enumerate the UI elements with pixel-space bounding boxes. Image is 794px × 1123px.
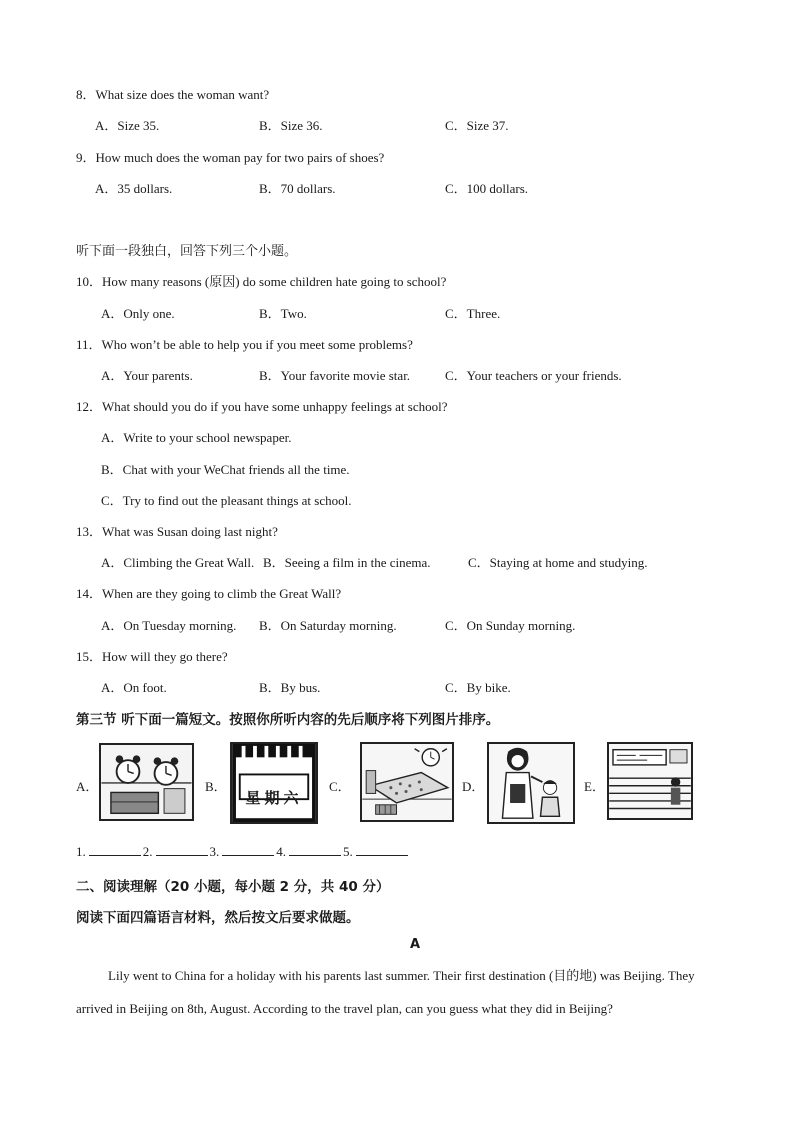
q15-option-b: B．By bus. xyxy=(259,680,321,695)
answer-label-1: 1. xyxy=(76,844,86,859)
answer-label-4: 4. xyxy=(276,844,286,859)
q13-option-b: B．Seeing a film in the cinema. xyxy=(263,555,431,570)
q8-option-a: A．Size 35. xyxy=(95,118,160,133)
part-2-title: 二、阅读理解（20 小题，每小题 2 分，共 40 分） xyxy=(76,879,390,895)
question-14: 14．When are they going to climb the Great Wall? xyxy=(76,586,342,601)
q12-option-c: C．Try to find out the pleasant things at school. xyxy=(101,493,352,508)
classroom-icon xyxy=(607,742,693,820)
q9-option-b: B．70 dollars. xyxy=(259,181,336,196)
question-13: 13．What was Susan doing last night? xyxy=(76,524,278,539)
section-3-title: 第三节 听下面一篇短文。按照你所听内容的先后顺序将下列图片排序。 xyxy=(76,712,500,728)
q13-option-a: A．Climbing the Great Wall. xyxy=(101,555,255,570)
picture-a-label: A． xyxy=(76,779,99,794)
q14-option-b: B．On Saturday morning. xyxy=(259,618,397,633)
q15-option-c: C．By bike. xyxy=(445,680,511,695)
q12-option-a: A．Write to your school newspaper. xyxy=(101,430,292,445)
question-12: 12．What should you do if you have some unhappy feelings at school? xyxy=(76,399,448,414)
q11-option-b: B．Your favorite movie star. xyxy=(259,368,411,383)
picture-d-label: D． xyxy=(462,779,485,794)
answer-blank-5[interactable] xyxy=(356,844,408,856)
answer-blank-4[interactable] xyxy=(289,844,341,856)
q9-option-c: C．100 dollars. xyxy=(445,181,529,196)
passage-a-heading: A xyxy=(410,937,421,952)
q8-option-c: C．Size 37. xyxy=(445,118,509,133)
q13-option-c: C．Staying at home and studying. xyxy=(468,555,648,570)
q11-option-a: A．Your parents. xyxy=(101,368,193,383)
picture-c-label: C． xyxy=(329,779,351,794)
picture-e-label: E． xyxy=(584,779,605,794)
answer-blank-2[interactable] xyxy=(156,844,208,856)
part-2-instruction: 阅读下面四篇语言材料，然后按文后要求做题。 xyxy=(76,910,360,926)
q10-option-b: B．Two. xyxy=(259,306,307,321)
question-10: 10．How many reasons (原因) do some children hate going to school? xyxy=(76,274,447,289)
question-8: 8．What size does the woman want? xyxy=(76,87,270,102)
answer-blanks-row xyxy=(76,844,410,860)
question-11: 11．Who won’t be able to help you if you meet some problems? xyxy=(76,337,413,352)
answer-blank-3[interactable] xyxy=(222,844,274,856)
monologue-instruction: 听下面一段独白，回答下列三个小题。 xyxy=(76,243,298,258)
question-9: 9．How much does the woman pay for two pairs of shoes? xyxy=(76,150,385,165)
alarm-clocks-bedroom-icon xyxy=(99,743,194,821)
question-15: 15．How will they go there? xyxy=(76,649,228,664)
q10-option-c: C．Three. xyxy=(445,306,501,321)
q9-option-a: A．35 dollars. xyxy=(95,181,173,196)
q12-option-b: B．Chat with your WeChat friends all the time. xyxy=(101,462,350,477)
q14-option-c: C．On Sunday morning. xyxy=(445,618,576,633)
mother-scolding-child-icon xyxy=(487,742,575,824)
answer-blank-1[interactable] xyxy=(89,844,141,856)
calendar-day-text: 星期六 xyxy=(245,789,303,807)
answer-label-5: 5. xyxy=(343,844,353,859)
answer-label-2: 2. xyxy=(142,844,153,859)
q10-option-a: A．Only one. xyxy=(101,306,175,321)
passage-a-text: Lily went to China for a holiday with his parents last summer. Their first destination (目的地) was Beijing. They arrived in Beijing on 8th, August. According to the travel plan, can you guess what they did in Beijing? xyxy=(76,968,695,1016)
bed-alarm-clock-icon xyxy=(360,742,454,822)
q15-option-a: A．On foot. xyxy=(101,680,167,695)
calendar-saturday-icon xyxy=(230,742,318,824)
q8-option-b: B．Size 36. xyxy=(259,118,323,133)
q14-option-a: A．On Tuesday morning. xyxy=(101,618,237,633)
q11-option-c: C．Your teachers or your friends. xyxy=(445,368,622,383)
picture-b-label: B． xyxy=(205,779,227,794)
answer-label-3: 3. xyxy=(209,844,220,859)
